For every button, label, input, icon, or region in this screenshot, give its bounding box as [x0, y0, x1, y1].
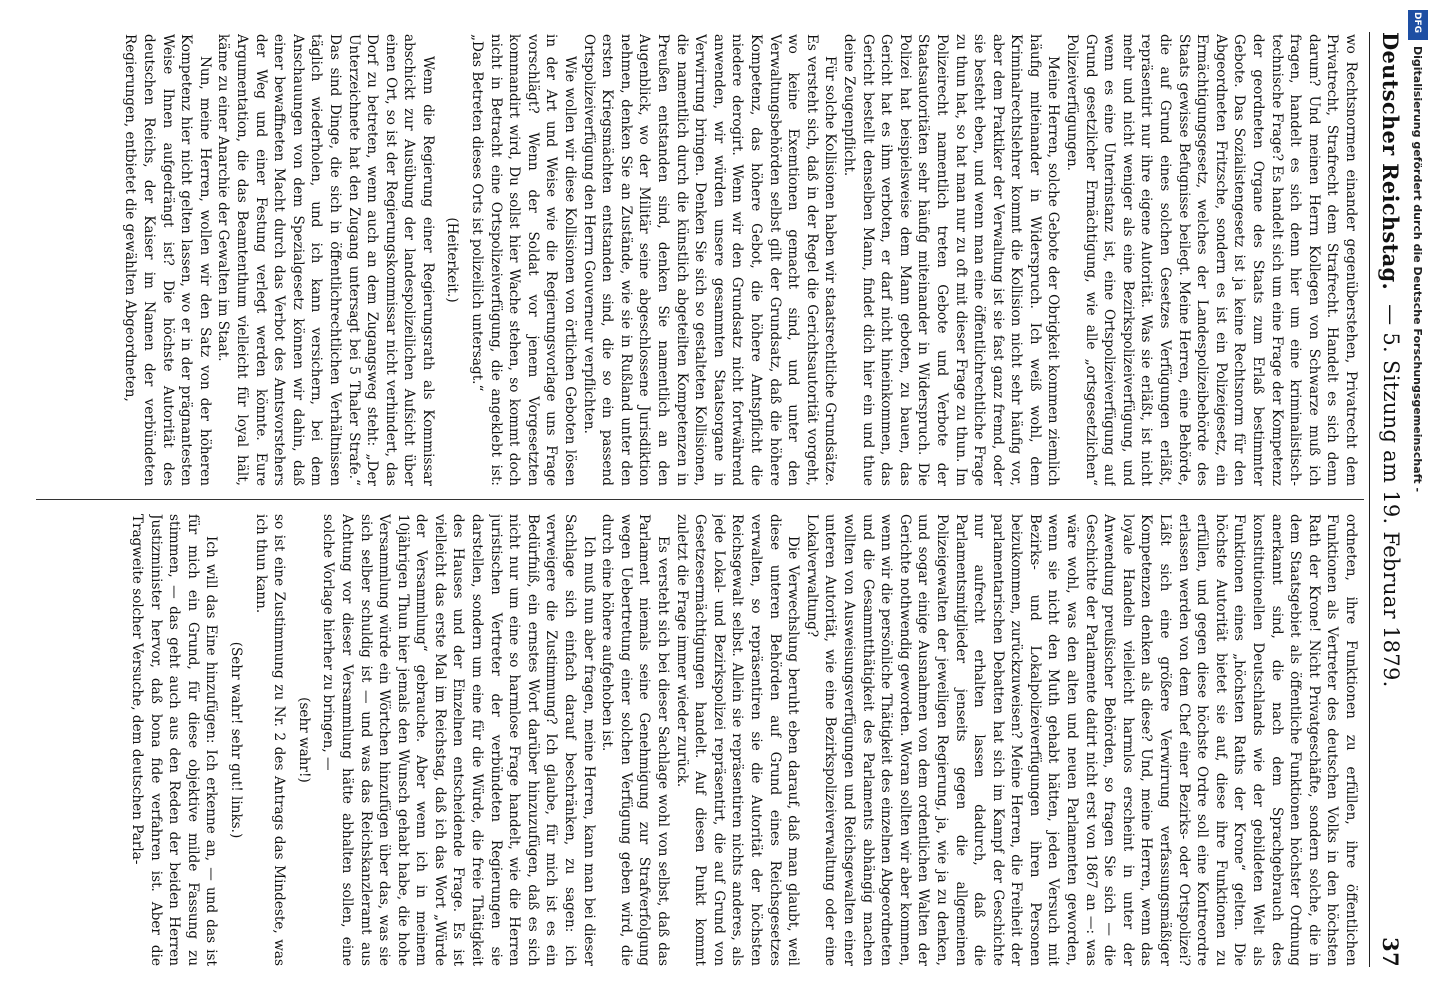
watermark-text: Digitalisierung gefördert durch die Deutsche Forschungsgemeinschaft - [1411, 46, 1424, 493]
paragraph: ordneten, ihre Funktionen zu erfüllen, ihre öffentlichen Funktionen als Vertreter des deutschen Volks in den höchsten Rath der Krone! Nicht Privatgeschäfte, sondern solche, die in dem Staatsgebiet als öffentliche Funktionen höchster Ordnung anerkannt sind, die nach dem Sprachgebrauch des konstitutionellen Deutschlands wie der gebildeten Welt als Funktionen eines „höchsten Raths der Krone“ gelten. Die höchste Autorität bietet sie auf, diese ihre Funktionen zu erfüllen, und gegen diese höchste Ordre soll eine Kontreordre erlassen werden von dem Chef einer Bezirks- oder Ortspolizei? Läßt sich eine größere Verwirrung verfassungsmäßiger Kompetenzen denken als diese? Und, meine Herren, wenn das loyale Handeln vielleicht harmlos erscheint in unter der Anwendung preußischer Behörden, so fragen Sie sich — die Geschichte der Parlamente datirt nicht erst von 1867 an —: was wäre wohl, was den alten und neuen Parlamenten geworden, wenn sie nicht den Muth gehabt hätten, jeden Versuch mit Bezirks- und Lokalpolizeiverfügungen ihren Personen beizukommen, zurückzuweisen? Meine Herren, die Freiheit der parlamentarischen Debatten hat sich im Kampf der Geschichte nur aufrecht erhalten lassen dadurch, daß die Parlamentsmitglieder jenseits gegen die allgemeinen Polizeigewalten der jeweiligen Regierung, ja, wie ja zu denken, und sogar einige Ausnahmen von dem ordentlichen Walten der Gerichte nothwendig geworden. Woran sollten wir aber kommen, wenn wir die persönliche Thätigkeit des einzelnen Abgeordneten und die Gesammtthätigkeit des Parlaments abhängig machen wollten von Ausweisungsverfügungen und Reichsgewalten einer unteren Autorität, wie eine Bezirkspolizeiverwaltung oder eine Lokalverwaltung? [803, 514, 1359, 966]
interjection: (sehr wahr!) [295, 697, 312, 783]
interjection: (Heiterkeit.) [444, 217, 461, 303]
paragraph: Ich will das Eine hinzufügen: Ich erkenne an, — und das ist für mich ein Grund, für diese objektive milde Fassung zu stimmen, — das geht auch aus den Reden der beiden Herren Justizminister hervor, daß bona fide verfahren ist. Aber die Tragweite solcher Versuche, dem deutschen Parla- [129, 514, 220, 966]
header-rule [1369, 32, 1370, 967]
document-page [16, 12, 1416, 987]
paragraph: Wenn die Regierung einer Regierungsrath als Kommissar abschickt zur Ausübung der landespolizeilichen Aufsicht über einen Ort, so ist der Regierungskommissar nicht verhindert, das Dorf zu betreten, wenn auch an dem Zugangsweg steht: „Der Unterzeichnete hat den Zugang untersagt bei 5 Thaler Strafe.“ Das sind Dinge, die sich in öffentlichrechtlichen Verhältnissen täglich wiederholen, und ich kann versichern, bei dem Anschauungen von dem Spezialgesetz können wir dahin, daß einer bewaffneten Macht durch das Verbot des Amtsvorstehers der Weg und einer Festung verlegt werden könnte. Eure Argumentation, die das Beamtenthum vielleicht für loyal hält, käme zu einer Anarchie der Gewalten im Staat. [215, 34, 436, 486]
paragraph: Ich muß nun aber fragen, meine Herren, kann man bei dieser Sachlage sich einfach darauf beschränken, zu sagen: ich verweigere die Zustimmung? Ich glaube, für mich ist es ein Bedürfniß, ein ernstes Wort darüber hinzuzufügen, daß es sich nicht nur um eine so harmlose Frage handelt, wie die Herren juristischen Vertreter der verbündeten Regierungen sie darstellen, sondern um eine für die Würde, die freie Thätigkeit des Hauses und der Einzelnen entscheidende Frage. Es ist vielleicht das erste Mal im Reichstag, daß ich das Wort „Würde der Versammlung“ gebrauche. Aber wenn ich in meinem 10jährigen Thun hier jemals den Wunsch gehabt habe, die hohe Versammlung würde ein Wörtchen hinzufügen über das, was sie sich selber schuldig ist — und was das Reichskanzleramt aus Achtung vor dieser Versammlung hätte abhalten sollen, eine solche Vorlage hierher zu bringen, — [320, 514, 597, 966]
left-column [34, 34, 1360, 486]
page-number: 37 [1378, 937, 1404, 967]
running-header [1374, 32, 1408, 967]
column-divider [36, 499, 1364, 500]
interjection: (Sehr wahr! sehr gut! links.) [227, 641, 244, 839]
digitization-watermark [1406, 10, 1428, 630]
paragraph: Meine Herren, solche Gebote der Obrigkeit kommen ziemlich häufig miteinander in Widerspruch. Ich weiß wohl, dem Kriminalrechtslehrer kommt die Kollision nicht sehr häufig vor, aber dem Praktiker der Verwaltung ist sie fast ganz fremd, oder sie besteht eben, und wenn man eine öffentlichrechtliche Frage zu thun hat, so hat man nur zu oft mit dieser Frage zu thun. Im Polizeirecht namentlich treten Gebote und Verbote der Staatsautoritäten sehr häufig miteinander in Widerspruch. Die Polizei hat beispielsweise dem Mann geboten, zu bauen, das Gericht hat es ihm verboten, er darf nicht hineinkommen, das Gericht bestellt denselben Mann, findet dich hier ein und thue deine Zeugenpflicht. [840, 34, 1062, 486]
paragraph: Es versteht sich bei dieser Sachlage wohl von selbst, daß das Parlament niemals seine Genehmigung zur Strafverfolgung wegen Uebertretung einer solchen Verfügung geben wird, die durch eine höhere aufgehoben ist. [599, 514, 672, 966]
dfg-logo-text: DFG [1412, 12, 1422, 34]
paragraph: Wie wollen wir diese Kollisionen von örtlichen Geboten lösen in der Art und Weise wie die Regierungsvorlage uns Frage vorschlägt? Wenn der Soldat vor jenem Vorgesetzten kommandirt wird, Du sollst hier Wache stehen, so kommt doch nicht in Betracht eine Ortspolizeiverfügung, die angeklebt ist: „Das Betreten dieses Orts ist polizeilich untersagt.“ [469, 34, 579, 486]
paragraph: wo Rechtsnormen einander gegenüberstehen, Privatrecht dem Privatrecht, Strafrecht dem Strafrecht. Handelt es sich denn darum? Und meinen Herrn Kollegen von Schwarze muß ich fragen, handelt es sich denn hier um eine kriminalistisch-technische Frage? Es handelt sich um eine Frage der Kompetenz der geordneten Organe des Staats zum Erlaß bestimmter Gebote. Das Sozialistengesetz ist ja keine Rechtsnorm für den Abgeordneten Fritzsche, sondern es ist ein Polizeigesetz, ein Ermächtigungsgesetz, welches der Landespolizeibehörde des Staats gewisse Befugnisse beilegt. Meine Herren, eine Behörde, die auf Grund eines solchen Gesetzes Verfügungen erläßt, repräsentirt nur ihre eigene Autorität. Was sie erläßt, ist nicht mehr und nicht weniger als eine Bezirkspolizeiverfügung, und wenn es eine Unterinstanz ist, eine Ortspolizeiverfügung auf Grund gesetzlicher Ermächtigung, wie alle „ortsgesetzlichen“ Polizeiverfügungen. [1064, 34, 1359, 486]
header-title: Deutscher Reichstag. [1378, 32, 1404, 291]
paragraph: Nun, meine Herren, wollen wir den Satz von der höheren Kompetenz hier nicht gelten lassen, wo er in der prägnantesten Weise Ihnen aufgedrängt ist? Die höchste Autorität des deutschen Reichs, der Kaiser im Namen der verbündeten Regierungen, entbietet die gewählten Abgeordneten, [122, 34, 213, 486]
paragraph: Für solche Kollisionen haben wir staatsrechtliche Grundsätze. Es versteht sich, daß in der Regel die Gerichtsautorität vorgeht, wo keine Exemtionen gemacht sind, und unter den Verwaltungsbehörden selbst gilt der Grundsatz, daß die höhere Kompetenz, das höhere Gebot, die höhere Amtspflicht die niedere derogirt. Wenn wir den Grundsatz nicht fortwährend anwenden, wir würden unsere gesammten Staatsorgane in Verwirrung bringen. Denken Sie sich so gestalteten Kollisionen, die namentlich durch die künstlich abgeteilten Kompetenzen in Preußen entstanden sind, denken Sie namentlich an den Augenblick, wo der Militär seine abgeschlossene Jurisdiktion nehmen, denken Sie an Zustände, wie sie in Rußland unter den ersten Kriegsmächten entstanden sind, die so ein passend Ortspolizeiverfügung den Herrn Gouverneur verpflichten. [580, 34, 839, 486]
dfg-logo [1408, 10, 1428, 40]
paragraph: so ist eine Zustimmung zu Nr. 2 des Antrags das Mindeste, was ich thun kann. [252, 514, 288, 966]
paragraph: Die Verwechslung beruht eben darauf, daß man glaubt, weil diese unteren Behörden auf Grund eines Reichsgesetzes verwalten, so repräsentiren sie die Autorität der höchsten Reichsgewalt selbst. Allein sie repräsentiren nichts anderes, als jede Lokal- und Bezirkspolizei repräsentirt, die auf Grund von Gesetzesermächtigungen handelt. Auf diesen Punkt kommt zuletzt die Frage immer wieder zurück. [673, 514, 802, 966]
right-column [34, 514, 1360, 966]
header-session-date: — 5. Sitzung am 19. Februar 1879. [1379, 304, 1403, 688]
